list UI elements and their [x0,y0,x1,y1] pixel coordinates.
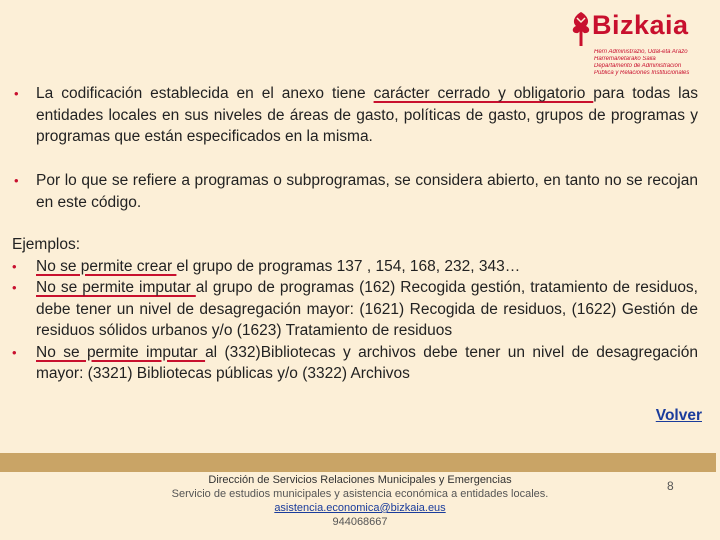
footer-service: Servicio de estudios municipales y asistencia económica a entidades locales. [171,488,549,500]
example-item: • No se permite imputar al (332)Bibliotecas y archivos debe tener un nivel de desagregación mayor: (3321) Bibliotecas públicas y/o (3322) Archivos [12,343,698,382]
bullet-programas: • Por lo que se refiere a programas o subprogramas, se considera abierto, en tanto no se recojan en este código. [14,172,698,211]
emphasis-underline: No se permite crear [36,257,177,275]
bullet-dot: • [12,344,17,360]
example-item: • No se permite imputar al grupo de programas (162) Recogida gestión, tratamiento de residuos, debe tener un nivel de desagregación mayor: (1621) Recogida de residuos, (1622) Gestión de residuos sólidos urbanos y/o (1623) Tratamiento de residuos [12,279,698,339]
bullet-dot: • [12,258,17,274]
emphasis-underline: carácter cerrado y obligatorio [373,85,594,102]
footer [100,473,620,529]
examples-section [12,234,698,385]
emphasis-underline: No se permite imputar [36,279,196,296]
logo-wordmark: Bizkaia [592,10,689,40]
footer-bar [0,453,716,472]
bullet-dot: • [14,86,19,101]
examples-heading: Ejemplos: [12,236,81,253]
footer-direction: Dirección de Servicios Relaciones Municipales y Emergencias [208,474,512,486]
bullet-dot: • [14,173,19,188]
bizkaia-logo [568,6,718,82]
page-number: 8 [667,479,674,493]
example-item: • No se permite crear el grupo de programas 137 , 154, 168, 232, 343… [12,256,698,278]
emphasis-underline: No se permite imputar [36,343,206,361]
bizkaia-tree-icon [568,8,594,48]
bullet-codificacion: • La codificación establecida en el anexo tiene carácter cerrado y obligatorio para todas las entidades locales en sus niveles de áreas de gasto, políticas de gasto, grupos de programas y programas que están especificados en la misma. [14,85,698,145]
footer-email-link[interactable]: asistencia.economica@bizkaia.eus [274,502,446,514]
logo-subtitle: Herri Administrazio, Udal-eta Arazo Harremanetarako Saila Departamento de Administración Pública y Relaciones Institucionales [594,49,690,76]
volver-link[interactable]: Volver [655,407,702,424]
footer-phone: 944068667 [332,516,388,528]
bullet-dot: • [12,280,17,295]
